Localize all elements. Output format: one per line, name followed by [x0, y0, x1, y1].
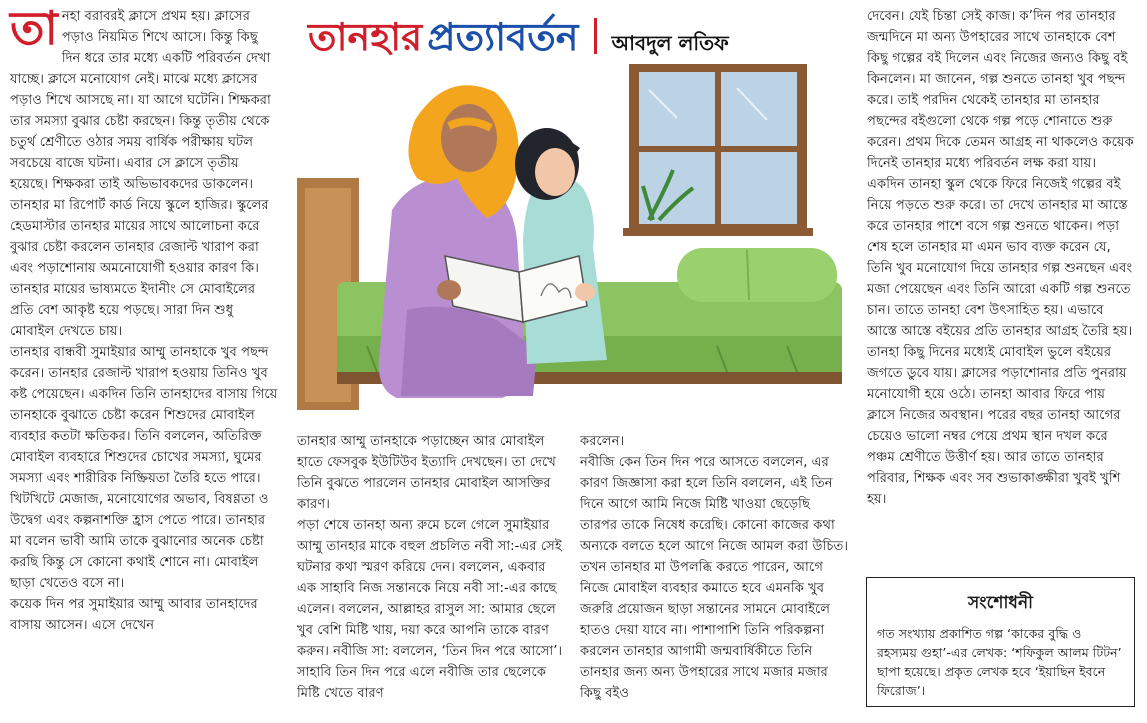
paragraph: দেবেন। যেই চিন্তা সেই কাজ। ক’দিন পর তানহার জন্মদিনে মা অন্য উপহারের সাথে তানহাকে বেশ কিছু গল্পের বই দিলেন এবং নিজের জন্যও কিছু বই কিনলেন। মা জানেন, গল্প শুনতে তানহা খুব পছন্দ করে। তাই পরদিন থেকেই তানহার মা তানহার পছন্দের বইগুলো থেকে গল্প পড়ে শোনাতে শুরু করেন। প্রথম দিকে তেমন আগ্রহ না থাকলেও কয়েক দিনেই তানহার মধ্যে পরিবর্তন লক্ষ করা যায়। একদিন তানহা স্কুল থেকে ফিরে নিজেই গল্পের বই নিয়ে পড়তে শুরু করে। তা দেখে তানহার মা আস্তে করে তানহার পাশে বসে গল্প শুনতে থাকেন। পড়া শেষ হলে তানহার মা এমন ভাব ব্যক্ত করেন যে, তিনি খুব মনোযোগ দিয়ে তানহার গল্প শুনছেন এবং মজা পেয়েছেন এবং তিনি আরো একটি গল্প শুনতে চান। তাতে তানহা বেশ উৎসাহিত হয়। এভাবে আস্তে আস্তে বইয়ের প্রতি তানহার আগ্রহ তৈরি হয়। তানহা কিছু দিনের মধ্যেই মোবাইল ভুলে বইয়ের জগতে ডুবে যায়। ক্লাসের পড়াশোনার প্রতি পুনরায় মনোযোগী হয়ে ওঠে। তানহা আবার ফিরে পায় ক্লাসে নিজের অবস্থান। পরের বছর তানহা আগের চেয়েও ভালো নম্বর পেয়ে প্রথম স্থান দখল করে পঞ্চম শ্রেণীতে উত্তীর্ণ হয়। আর তাতে তানহার পরিবার, শিক্ষক এবং সব শুভাকাঙ্ক্ষীরা খুবই খুশি হয়।: [867, 9, 1134, 507]
window-icon: [623, 64, 813, 236]
text-column-4: [867, 6, 1137, 510]
paragraph: তানহার আম্মু তানহাকে পড়াচ্ছেন আর মোবাইল হাতে ফেসবুক ইউটিউব ইত্যাদি দেখছেন। তা দেখে তিনি বুঝতে পারলেন তানহার মোবাইল আসক্তির কারণ।: [297, 434, 556, 512]
title-part2: প্রত্যাবর্তন: [427, 15, 579, 59]
paragraph: নহা বরাবরই ক্লাসে প্রথম হয়। ক্লাসের পড়াও নিয়মিত শিখে আসে। কিন্তু কিছু দিন ধরে তার মধ্যে একটি পরিবর্তন দেখা যাচ্ছে। ক্লাসে মনোযোগ নেই। মাঝে মধ্যে ক্লাসের পড়াও শিখে আসছে না। যা আগে ঘটেনি। শিক্ষকরা তার সমস্যা বুঝার চেষ্টা করছেন। কিন্তু তৃতীয় থেকে চতুর্থ শ্রেণীতে ওঠার সময় বার্ষিক পরীক্ষায় ঘটল সবচেয়ে বাজে ঘটনা। এবার সে ক্লাসে তৃতীয় হয়েছে। শিক্ষকরা তাই অভিভাবকদের ডাকলেন। তানহার মা রিপোর্ট কার্ড নিয়ে স্কুলে হাজির। স্কুলের হেডমাস্টার তানহার মায়ের সাথে আলোচনা করে বুঝার চেষ্টা করলেন তানহার রেজাল্ট খারাপ করা এবং পড়াশোনায় অমনোযোগী হওয়ার কারণ কি। তানহার মায়ের ভাষ্যমতে ইদানীং সে মোবাইলের প্রতি বেশ আকৃষ্ট হয়ে পড়ছে। সারা দিন শুধু মোবাইল দেখতে চায়।: [10, 9, 271, 339]
text-column-1: [10, 1, 280, 636]
author-name: আবদুল লতিফ: [611, 31, 729, 55]
title-part1: তানহার: [308, 15, 423, 59]
girl-face: [535, 148, 575, 196]
text-column-2: [297, 431, 565, 704]
title-divider: [594, 18, 597, 54]
drop-cap: তা: [10, 1, 58, 55]
paragraph: তখন তানহার মা উপলব্ধি করতে পারেন, আগে নিজে মোবাইল ব্যবহার কমাতে হবে এমনকি খুব জরুরি প্রয়োজন ছাড়া সন্তানের সামনে মোবাইলে হাতও দেয়া যাবে না। পাশাপাশি তিনি পরিকল্পনা করলেন তানহার আগামী জন্মবার্ষিকীতে তিনি তানহার জন্য অন্য উপহারের সাথে মজার মজার কিছু বইও: [580, 560, 831, 701]
pillow: [677, 248, 837, 302]
correction-text: গত সংখ্যায় প্রকাশিত গল্প ‘কাকের বুদ্ধি ও রহস্যময় গুহা’-এর লেখক: ‘শফিকুল আলম টিটন’ ছাপা হয়েছে। প্রকৃত লেখক হবে ‘ইয়াছিন ইবনে ফিরোজ’।: [877, 626, 1122, 698]
story-title: [308, 8, 848, 68]
mother-reading-illustration: [297, 60, 842, 420]
text-column-3: [580, 431, 850, 704]
paragraph: নবীজি কেন তিন দিন পরে আসতে বললেন, এর কারণ জিজ্ঞাসা করা হলে তিনি বললেন, এই তিন দিনে আগে আমি নিজে মিষ্টি খাওয়া ছেড়েছি তারপর তাকে নিষেধ করেছি। কোনো কাজের কথা অন্যকে বলতে হলে আগে নিজে আমল করা উচিত।: [580, 455, 849, 554]
paragraph: তানহার বান্ধবী সুমাইয়ার আম্মু তানহাকে খুব পছন্দ করেন। তানহার রেজাল্ট খারাপ হওয়ায় তিনিও খুব কষ্ট পেয়েছেন। একদিন তিনি তানহাদের বাসায় গিয়ে তানহাকে বুঝাতে চেষ্টা করেন শিশুদের মোবাইল ব্যবহার কতটা ক্ষতিকর। তিনি বললেন, অতিরিক্ত মোবাইল ব্যবহারে শিশুদের চোখের সমস্যা, ঘুমের সমস্যা এবং শারীরিক নিষ্ক্রিয়তা তৈরি হতে পারে। খিটখিটে মেজাজ, মনোযোগের অভাব, বিষণ্ণতা ও উদ্বেগ এবং কল্পনাশক্তি হ্রাস পেতে পারে। তানহার মা বলেন ভাবী আমি তাকে বুঝানোর অনেক চেষ্টা করছি কিন্তু সে কোনো কথাই শোনে না। মোবাইল ছাড়া খেতেও বসে না।: [10, 345, 278, 591]
paragraph: কয়েক দিন পর সুমাইয়ার আম্মু আবার তানহাদের বাসায় আসেন। এসে দেখেন: [10, 597, 258, 633]
paragraph: করলেন।: [580, 434, 625, 449]
correction-heading: সংশোধনী: [968, 593, 1033, 613]
mother-face: [441, 104, 497, 172]
correction-box: [866, 577, 1135, 707]
paragraph: পড়া শেষে তানহা অন্য রুমে চলে গেলে সুমাইয়ার আম্মু তানহার মাকে বহুল প্রচলিত নবী সা:-এর সেই ঘটনার কথা স্মরণ করিয়ে দেন। বললেন, একবার এক সাহাবি নিজ সন্তানকে নিয়ে নবী সা:-এর কাছে এলেন। বললেন, আল্লাহর রাসুল সা: আমার ছেলে খুব বেশি মিষ্টি খায়, দয়া করে আপনি তাকে বারণ করুন। নবীজি সা: বললেন, ‘তিন দিন পরে আসো’। সাহাবি তিন দিন পরে এলে নবীজি তার ছেলেকে মিষ্টি খেতে বারণ: [297, 518, 563, 701]
